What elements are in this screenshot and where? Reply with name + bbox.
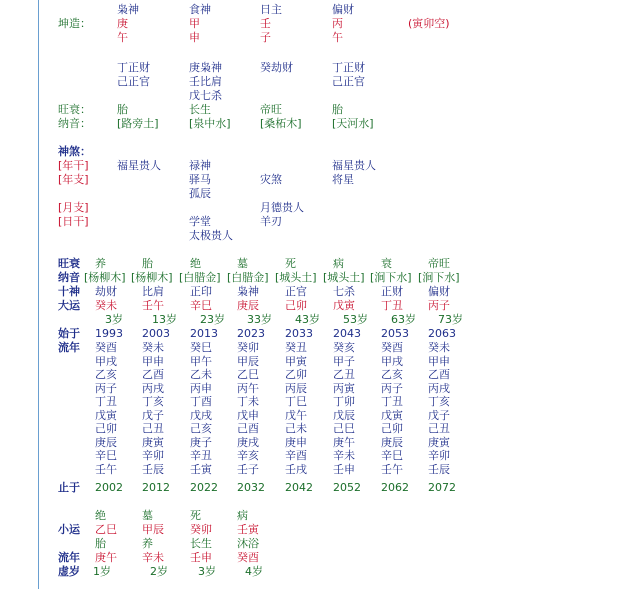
shensha-item: 福星贵人 bbox=[117, 159, 161, 172]
dayun-nayin: [涧下水] bbox=[418, 271, 460, 284]
liunian-ganzhi: 戊子 bbox=[428, 408, 450, 422]
liunian-ganzhi: 己丑 bbox=[142, 422, 164, 435]
end-year: 2072 bbox=[428, 481, 456, 494]
xiaoyun-liunian: 庚午 bbox=[95, 551, 117, 564]
liunian-ganzhi: 庚午 bbox=[333, 435, 355, 449]
shensha-item: 驿马 bbox=[189, 173, 211, 186]
start-year: 2013 bbox=[190, 327, 218, 340]
liunian-ganzhi: 乙丑 bbox=[333, 368, 355, 381]
shensha-item: 孤辰 bbox=[189, 187, 211, 200]
liunian-label: 流年 bbox=[58, 341, 80, 354]
hidden-stem: 壬比肩 bbox=[189, 75, 222, 88]
xiaoyun-wangshuai: 墓 bbox=[142, 509, 153, 522]
xiaoyun-liunian: 辛未 bbox=[142, 551, 164, 564]
kongwang-note: (寅卯空) bbox=[408, 17, 450, 30]
nayin-value: [桑柘木] bbox=[260, 117, 302, 130]
shensha-item: 学堂 bbox=[189, 215, 211, 228]
liunian-ganzhi: 壬申 bbox=[333, 462, 355, 476]
dayun-nayin: [城头土] bbox=[323, 271, 365, 284]
xiaoyun-changsheng: 长生 bbox=[190, 537, 212, 550]
dayun-ganzhi: 癸未 bbox=[95, 299, 117, 312]
dayun-nayin: [涧下水] bbox=[370, 271, 412, 284]
liunian-ganzhi: 丙子 bbox=[381, 381, 403, 395]
liunian-ganzhi: 庚寅 bbox=[142, 435, 164, 449]
nayin-value: [天河水] bbox=[332, 117, 374, 130]
shensha-item: 羊刃 bbox=[260, 215, 282, 228]
xiaoyun-wangshuai: 绝 bbox=[95, 509, 106, 522]
dayun-nayin: [白腊金] bbox=[227, 271, 269, 284]
xiaoyun-liunian: 癸酉 bbox=[237, 551, 259, 564]
dayun-wangshuai: 病 bbox=[333, 257, 344, 270]
start-year: 1993 bbox=[95, 327, 123, 340]
dayun-ganzhi: 丁丑 bbox=[381, 299, 403, 312]
liunian-ganzhi: 癸丑 bbox=[285, 341, 307, 354]
liunian-ganzhi: 甲午 bbox=[190, 354, 212, 368]
liunian-ganzhi: 甲申 bbox=[428, 354, 450, 368]
dayun-ganzhi: 丙子 bbox=[428, 299, 450, 312]
dayun-age: 3岁 bbox=[105, 313, 123, 326]
liunian-ganzhi: 戊寅 bbox=[95, 408, 117, 422]
dayun-shishen: 比肩 bbox=[142, 285, 164, 298]
liunian-ganzhi: 癸巳 bbox=[190, 341, 212, 354]
liunian-ganzhi: 乙卯 bbox=[285, 368, 307, 381]
liunian-ganzhi: 己丑 bbox=[428, 422, 450, 435]
dayun-age: 13岁 bbox=[152, 313, 177, 326]
liunian-ganzhi: 己巳 bbox=[333, 422, 355, 435]
liunian-ganzhi: 辛卯 bbox=[428, 449, 450, 462]
dayun-age: 53岁 bbox=[343, 313, 368, 326]
heavenly-stem: 甲 bbox=[189, 17, 200, 30]
start-year: 2063 bbox=[428, 327, 456, 340]
start-year: 2043 bbox=[333, 327, 361, 340]
dayun-age: 43岁 bbox=[295, 313, 320, 326]
dayun-shishen: 正官 bbox=[285, 285, 307, 298]
dayun-wangshuai: 养 bbox=[95, 257, 106, 270]
heavenly-stem: 庚 bbox=[117, 17, 128, 30]
shensha-item: 福星贵人 bbox=[332, 159, 376, 172]
liunian-ganzhi: 壬寅 bbox=[190, 462, 212, 476]
dayun-ganzhi: 己卯 bbox=[285, 299, 307, 312]
hidden-stem: 己正官 bbox=[117, 75, 150, 88]
hidden-stem: 己正官 bbox=[332, 75, 365, 88]
dayun-age: 33岁 bbox=[247, 313, 272, 326]
dayun-nayin: [白腊金] bbox=[179, 271, 221, 284]
liunian-ganzhi: 戊寅 bbox=[381, 408, 403, 422]
dayun-wangshuai: 绝 bbox=[190, 257, 201, 270]
dayun-shishen: 七杀 bbox=[333, 285, 355, 298]
liunian-ganzhi: 乙亥 bbox=[95, 368, 117, 381]
liunian-ganzhi: 戊戌 bbox=[190, 408, 212, 422]
liunian-ganzhi: 壬午 bbox=[381, 462, 403, 476]
xiaoyun-changsheng: 养 bbox=[142, 537, 153, 550]
liunian-ganzhi: 丙辰 bbox=[285, 381, 307, 395]
liunian-ganzhi: 壬辰 bbox=[428, 462, 450, 476]
liunian-ganzhi: 壬戌 bbox=[285, 462, 307, 476]
liunian-ganzhi: 戊辰 bbox=[333, 408, 355, 422]
dayun-wangshuai-label: 旺衰 bbox=[58, 257, 80, 270]
dayun-shishen: 正财 bbox=[381, 285, 403, 298]
shensha-row-label: [日干] bbox=[58, 215, 89, 228]
heavenly-stem: 壬 bbox=[260, 17, 271, 30]
end-year: 2042 bbox=[285, 481, 313, 494]
earthly-branch: 午 bbox=[332, 31, 343, 44]
liunian-ganzhi: 辛酉 bbox=[285, 449, 307, 462]
xusui-value: 3岁 bbox=[198, 565, 216, 578]
liunian-ganzhi: 甲子 bbox=[333, 354, 355, 368]
hidden-stem: 丁正财 bbox=[117, 61, 150, 74]
xiaoyun-changsheng: 胎 bbox=[95, 537, 106, 550]
shensha-item: 禄神 bbox=[189, 159, 211, 172]
dayun-shishen: 劫财 bbox=[95, 285, 117, 298]
shensha-title: 神煞： bbox=[58, 145, 91, 158]
liunian-ganzhi: 癸亥 bbox=[333, 341, 355, 354]
dayun-nayin-label: 纳音 bbox=[58, 271, 80, 284]
dayun-label: 大运 bbox=[58, 299, 80, 312]
dayun-age: 63岁 bbox=[391, 313, 416, 326]
dayun-wangshuai: 死 bbox=[285, 257, 296, 270]
liunian-ganzhi: 己卯 bbox=[381, 422, 403, 435]
liunian-ganzhi: 庚戌 bbox=[237, 435, 259, 449]
start-year-label: 始于 bbox=[58, 327, 80, 340]
xiaoyun-wangshuai: 病 bbox=[237, 509, 248, 522]
liunian-ganzhi: 己未 bbox=[285, 422, 307, 435]
liunian-ganzhi: 己卯 bbox=[95, 422, 117, 435]
shensha-item: 灾煞 bbox=[260, 173, 282, 186]
xiaoyun-changsheng: 沐浴 bbox=[237, 537, 259, 550]
liunian-ganzhi: 乙酉 bbox=[142, 368, 164, 381]
liunian-ganzhi: 甲戌 bbox=[95, 354, 117, 368]
liunian-ganzhi: 丁未 bbox=[237, 395, 259, 408]
liunian-ganzhi: 辛未 bbox=[333, 449, 355, 462]
liunian-ganzhi: 丙子 bbox=[95, 381, 117, 395]
start-year: 2023 bbox=[237, 327, 265, 340]
dayun-wangshuai: 衰 bbox=[381, 257, 392, 270]
liunian-ganzhi: 丙寅 bbox=[333, 381, 355, 395]
dayun-nayin: [城头土] bbox=[275, 271, 317, 284]
liunian-ganzhi: 庚辰 bbox=[95, 435, 117, 449]
dayun-shishen: 偏财 bbox=[428, 285, 450, 298]
end-year: 2052 bbox=[333, 481, 361, 494]
nayin-value: [路旁土] bbox=[117, 117, 159, 130]
liunian-ganzhi: 辛巳 bbox=[95, 449, 117, 462]
nayin-label: 纳音： bbox=[58, 117, 91, 130]
wangshuai-value: 帝旺 bbox=[260, 103, 282, 116]
end-year: 2002 bbox=[95, 481, 123, 494]
dayun-age: 23岁 bbox=[200, 313, 225, 326]
wangshuai-value: 长生 bbox=[189, 103, 211, 116]
liunian-ganzhi: 癸卯 bbox=[237, 341, 259, 354]
liunian-ganzhi: 壬辰 bbox=[142, 462, 164, 476]
liunian-ganzhi: 甲戌 bbox=[381, 354, 403, 368]
end-year: 2022 bbox=[190, 481, 218, 494]
left-border-line bbox=[38, 0, 39, 589]
xusui-value: 1岁 bbox=[93, 565, 111, 578]
end-year-label: 止于 bbox=[58, 481, 80, 494]
liunian-ganzhi: 辛亥 bbox=[237, 449, 259, 462]
xiaoyun-liunian-label: 流年 bbox=[58, 551, 80, 564]
liunian-ganzhi: 辛丑 bbox=[190, 449, 212, 462]
liunian-ganzhi: 丙申 bbox=[190, 381, 212, 395]
start-year: 2003 bbox=[142, 327, 170, 340]
start-year: 2033 bbox=[285, 327, 313, 340]
liunian-ganzhi: 甲寅 bbox=[285, 354, 307, 368]
shensha-row-label: [月支] bbox=[58, 201, 89, 214]
liunian-ganzhi: 甲辰 bbox=[237, 354, 259, 368]
xiaoyun-ganzhi: 甲辰 bbox=[142, 523, 164, 536]
hidden-stem: 癸劫财 bbox=[260, 61, 293, 74]
liunian-ganzhi: 己亥 bbox=[190, 422, 212, 435]
end-year: 2062 bbox=[381, 481, 409, 494]
pillar-header: 日主 bbox=[260, 3, 282, 16]
liunian-ganzhi: 丁丑 bbox=[381, 395, 403, 408]
liunian-ganzhi: 庚寅 bbox=[428, 435, 450, 449]
dayun-wangshuai: 帝旺 bbox=[428, 257, 450, 270]
dayun-wangshuai: 墓 bbox=[237, 257, 248, 270]
dayun-ganzhi: 辛巳 bbox=[190, 299, 212, 312]
liunian-ganzhi: 丙戌 bbox=[428, 381, 450, 395]
shensha-row-label: [年干] bbox=[58, 159, 89, 172]
liunian-ganzhi: 丁丑 bbox=[95, 395, 117, 408]
liunian-ganzhi: 壬子 bbox=[237, 462, 259, 476]
liunian-ganzhi: 癸酉 bbox=[95, 341, 117, 354]
xiaoyun-label: 小运 bbox=[58, 523, 80, 536]
dayun-ganzhi: 庚辰 bbox=[237, 299, 259, 312]
liunian-ganzhi: 丁卯 bbox=[333, 395, 355, 408]
liunian-ganzhi: 己酉 bbox=[237, 422, 259, 435]
liunian-ganzhi: 乙亥 bbox=[381, 368, 403, 381]
liunian-ganzhi: 庚申 bbox=[285, 435, 307, 449]
start-year: 2053 bbox=[381, 327, 409, 340]
liunian-ganzhi: 癸酉 bbox=[381, 341, 403, 354]
liunian-ganzhi: 丙午 bbox=[237, 381, 259, 395]
liunian-ganzhi: 戊午 bbox=[285, 408, 307, 422]
end-year: 2032 bbox=[237, 481, 265, 494]
liunian-ganzhi: 丁酉 bbox=[190, 395, 212, 408]
xusui-label: 虚岁 bbox=[58, 565, 80, 578]
liunian-ganzhi: 戊申 bbox=[237, 408, 259, 422]
xusui-value: 2岁 bbox=[150, 565, 168, 578]
dayun-wangshuai: 胎 bbox=[142, 257, 153, 270]
xiaoyun-ganzhi: 乙巳 bbox=[95, 523, 117, 536]
hidden-stem: 庚枭神 bbox=[189, 61, 222, 74]
liunian-ganzhi: 丁亥 bbox=[428, 395, 450, 408]
wangshuai-value: 胎 bbox=[117, 103, 128, 116]
hidden-stem: 丁正财 bbox=[332, 61, 365, 74]
liunian-ganzhi: 庚子 bbox=[190, 435, 212, 449]
shensha-item: 月德贵人 bbox=[260, 201, 304, 214]
liunian-ganzhi: 丁巳 bbox=[285, 395, 307, 408]
liunian-ganzhi: 乙未 bbox=[190, 368, 212, 381]
dayun-nayin: [杨柳木] bbox=[131, 271, 173, 284]
liunian-ganzhi: 庚辰 bbox=[381, 435, 403, 449]
heavenly-stem: 丙 bbox=[332, 17, 343, 30]
wangshuai-label: 旺衰： bbox=[58, 103, 91, 116]
earthly-branch: 申 bbox=[189, 31, 200, 44]
shensha-item: 太极贵人 bbox=[189, 229, 233, 242]
liunian-ganzhi: 乙酉 bbox=[428, 368, 450, 381]
xusui-value: 4岁 bbox=[245, 565, 263, 578]
pillar-header: 枭神 bbox=[117, 3, 139, 16]
shishen-label: 十神 bbox=[58, 285, 80, 298]
liunian-ganzhi: 癸未 bbox=[428, 341, 450, 354]
xiaoyun-ganzhi: 癸卯 bbox=[190, 523, 212, 536]
gender-label: 坤造： bbox=[58, 17, 91, 30]
shensha-item: 将星 bbox=[332, 173, 354, 186]
xiaoyun-ganzhi: 壬寅 bbox=[237, 523, 259, 536]
liunian-ganzhi: 甲申 bbox=[142, 354, 164, 368]
earthly-branch: 午 bbox=[117, 31, 128, 44]
nayin-value: [泉中水] bbox=[189, 117, 231, 130]
xiaoyun-liunian: 壬申 bbox=[190, 551, 212, 564]
liunian-ganzhi: 乙巳 bbox=[237, 368, 259, 381]
xiaoyun-wangshuai: 死 bbox=[190, 509, 201, 522]
liunian-ganzhi: 戊子 bbox=[142, 408, 164, 422]
liunian-ganzhi: 辛卯 bbox=[142, 449, 164, 462]
pillar-header: 食神 bbox=[189, 3, 211, 16]
earthly-branch: 子 bbox=[260, 31, 271, 44]
liunian-ganzhi: 壬午 bbox=[95, 462, 117, 476]
dayun-age: 73岁 bbox=[438, 313, 463, 326]
pillar-header: 偏财 bbox=[332, 3, 354, 16]
dayun-shishen: 枭神 bbox=[237, 285, 259, 298]
dayun-nayin: [杨柳木] bbox=[84, 271, 126, 284]
liunian-ganzhi: 丙戌 bbox=[142, 381, 164, 395]
dayun-ganzhi: 壬午 bbox=[142, 299, 164, 312]
dayun-shishen: 正印 bbox=[190, 285, 212, 298]
hidden-stem: 戊七杀 bbox=[189, 89, 222, 102]
wangshuai-value: 胎 bbox=[332, 103, 343, 116]
liunian-ganzhi: 癸未 bbox=[142, 341, 164, 354]
end-year: 2012 bbox=[142, 481, 170, 494]
liunian-ganzhi: 丁亥 bbox=[142, 395, 164, 408]
dayun-ganzhi: 戊寅 bbox=[333, 299, 355, 312]
shensha-row-label: [年支] bbox=[58, 173, 89, 186]
liunian-ganzhi: 辛巳 bbox=[381, 449, 403, 462]
